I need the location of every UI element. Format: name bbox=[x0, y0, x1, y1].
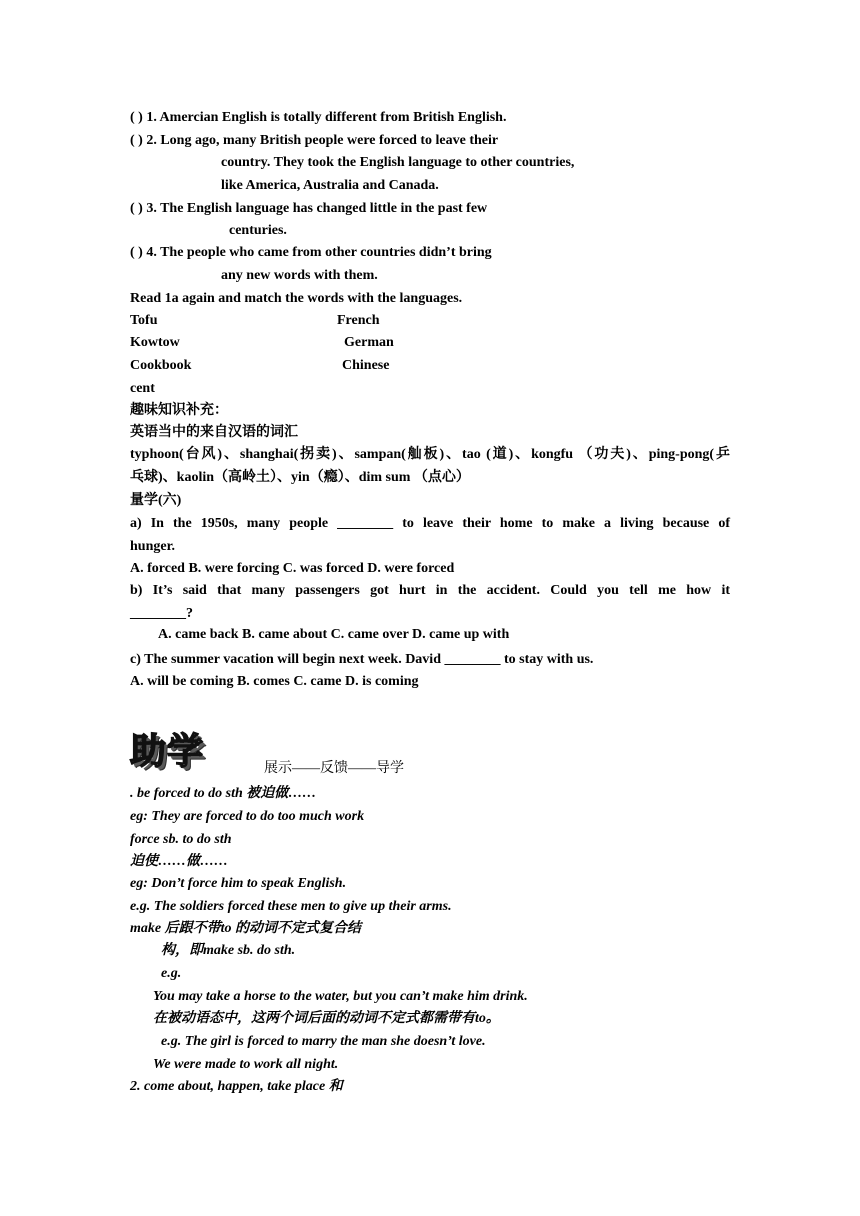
fun-heading: 趣味知识补充： bbox=[130, 403, 228, 418]
quiz-a-line-1: a) In the 1950s, many people ________ to leave their home to make a living because of bbox=[130, 516, 730, 531]
fun-words-line-2: 乓球)、kaolin（高岭土）、yin（瘾）、dim sum （点心） bbox=[130, 470, 470, 485]
help-line-6: e.g. The soldiers forced these men to give up their arms. bbox=[130, 899, 452, 914]
help-line-9: e.g. bbox=[161, 966, 182, 981]
help-logo: 助学 bbox=[130, 731, 205, 772]
fun-subheading: 英语当中的来自汉语的词汇 bbox=[130, 425, 298, 440]
help-line-4: 迫使……做…… bbox=[130, 854, 228, 869]
help-line-3: force sb. to do sth bbox=[130, 832, 232, 847]
help-line-11: 在被动语态中，这两个词后面的动词不定式都需带有to。 bbox=[153, 1011, 500, 1026]
question-2-cont-1: country. They took the English language to other countries, bbox=[221, 155, 575, 170]
help-line-5: eg: Don’t force him to speak English. bbox=[130, 876, 347, 891]
question-1: ( ) 1. Amercian English is totally different from British English. bbox=[130, 110, 507, 125]
quiz-b-line-2: ________? bbox=[130, 606, 193, 621]
question-4-cont: any new words with them. bbox=[221, 268, 378, 283]
quiz-b-line-1: b) It’s said that many passengers got hurt in the accident. Could you tell me how it bbox=[130, 583, 730, 598]
question-2: ( ) 2. Long ago, many British people were forced to leave their bbox=[130, 133, 499, 148]
question-3: ( ) 3. The English language has changed little in the past few bbox=[130, 201, 488, 216]
help-line-10: You may take a horse to the water, but you can’t make him drink. bbox=[153, 989, 528, 1004]
help-line-12: e.g. The girl is forced to marry the man she doesn’t love. bbox=[161, 1034, 486, 1049]
quiz-b-options: A. came back B. came about C. came over D. came up with bbox=[158, 627, 510, 642]
match-instruction: Read 1a again and match the words with the languages. bbox=[130, 291, 463, 306]
question-2-cont-2: like America, Australia and Canada. bbox=[221, 178, 439, 193]
question-3-cont: centuries. bbox=[229, 223, 287, 238]
quiz-c-options: A. will be coming B. comes C. came D. is coming bbox=[130, 674, 419, 689]
fun-words-line-1: typhoon(台风)、shanghai(拐卖)、sampan(舢板)、tao (道)、kongfu （功夫)、ping-pong(乒 bbox=[130, 447, 730, 462]
help-line-7: make 后跟不带to 的动词不定式复合结 bbox=[130, 921, 361, 936]
match-word-tofu: Tofu bbox=[130, 313, 158, 328]
match-word-kowtow: Kowtow bbox=[130, 335, 180, 350]
help-line-1: . be forced to do sth 被迫做…… bbox=[130, 786, 317, 801]
quiz-heading: 量学(六) bbox=[130, 493, 182, 508]
quiz-a-line-2: hunger. bbox=[130, 539, 176, 554]
quiz-c-line-1: c) The summer vacation will begin next week. David ________ to stay with us. bbox=[130, 652, 594, 667]
question-4: ( ) 4. The people who came from other countries didn’t bring bbox=[130, 245, 492, 260]
help-line-14: 2. come about, happen, take place 和 bbox=[130, 1079, 343, 1094]
help-subtitle: 展示——反馈——导学 bbox=[264, 761, 404, 776]
quiz-a-options: A. forced B. were forcing C. was forced D. were forced bbox=[130, 561, 455, 576]
match-word-cookbook: Cookbook bbox=[130, 358, 192, 373]
match-language-german: German bbox=[344, 335, 394, 350]
help-line-8: 构，即make sb. do sth. bbox=[161, 943, 296, 958]
match-language-french: French bbox=[337, 313, 380, 328]
help-line-2: eg: They are forced to do too much work bbox=[130, 809, 365, 824]
help-line-13: We were made to work all night. bbox=[153, 1057, 339, 1072]
match-language-chinese: Chinese bbox=[342, 358, 390, 373]
match-word-cent: cent bbox=[130, 381, 155, 396]
